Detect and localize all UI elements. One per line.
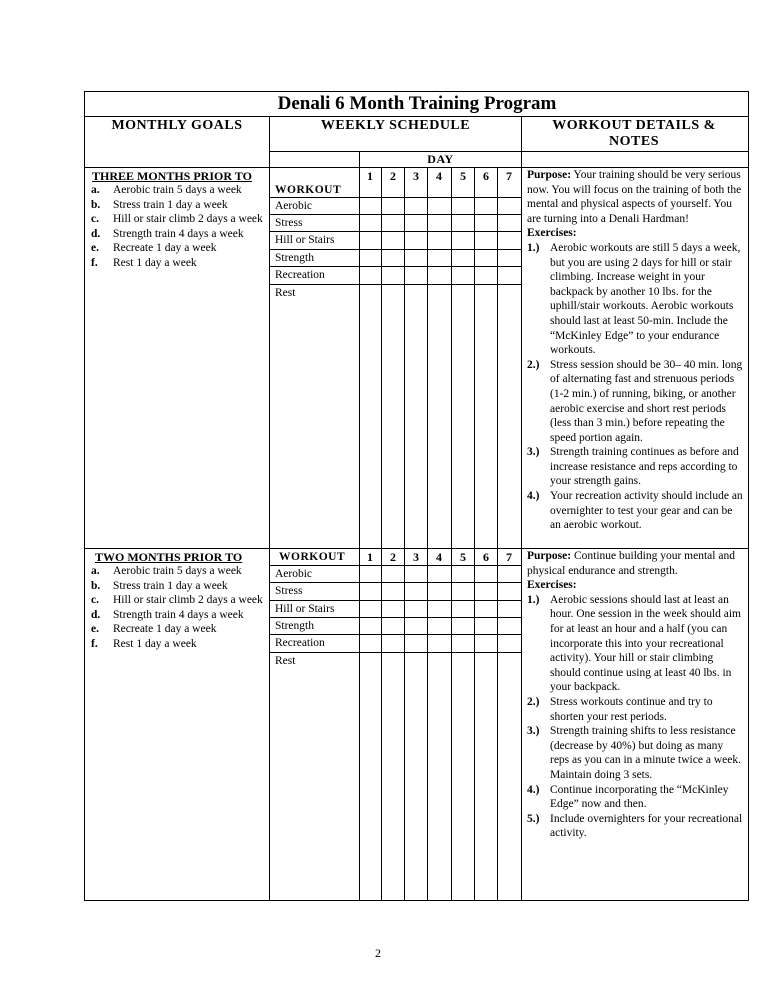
workout-type: Rest [275,287,296,299]
day-number: 1 [367,550,373,564]
section2-notes [527,549,743,841]
goal-item: e. Recreate 1 day a week [91,242,217,255]
day-number: 6 [483,169,489,183]
exercise-item: 4.) Continue incorporating the “McKinley Edge” now and then. [527,783,729,811]
day-number: 1 [367,169,373,183]
workout-type: Strength [275,252,314,264]
day-number: 5 [460,550,466,564]
exercise-item: 1.) Aerobic sessions should last at least an hour. One session in the week should aim for at least an hour and a half (you can incorporate this into your recreational activity). Your hill or stair climbing should continue using at least 40 lbs. in your backpack. [527,593,742,694]
exercise-item: 2.) Stress workouts continue and try to shorten your rest periods. [527,695,713,723]
goal-item: d. Strength train 4 days a week [91,608,244,621]
day-number: 7 [506,169,512,183]
day-number: 2 [390,550,396,564]
purpose-paragraph: Purpose: Your training should be very serious now. You will focus on the training of both the mental and physical aspects of yourself. You are turning into a Denali Hardman! [527,169,742,225]
exercise-item: 3.) Strength training continues as before and increase resistance and reps according to your strength gains. [527,446,739,488]
day-number: 4 [436,550,442,564]
workout-type: Stress [275,585,303,597]
exercise-item: 3.) Strength training shifts to less resistance (decrease by 40%) but doing as many reps as you can in a minute twice a week. Maintain doing 3 sets. [527,725,741,781]
goal-item: c. Hill or stair climb 2 days a week [91,213,263,226]
day-number: 3 [413,550,419,564]
header-weekly-schedule: WEEKLY SCHEDULE [320,118,471,133]
day-number: 2 [390,169,396,183]
workout-column-label: WORKOUT [279,551,346,563]
page-number: 2 [375,946,381,960]
goal-item: a. Aerobic train 5 days a week [91,565,242,577]
day-number: 4 [436,169,442,183]
day-number: 7 [506,550,512,564]
goal-item: f. Rest 1 day a week [91,637,197,650]
section1-notes [527,168,743,533]
goal-item: b. Stress train 1 day a week [91,198,228,211]
workout-type: Recreation [275,269,325,281]
header-workout-details: WORKOUT DETAILS & NOTES [552,118,716,149]
goal-item: c. Hill or stair climb 2 days a week [91,594,263,607]
workout-type: Recreation [275,637,325,649]
exercises-label: Exercises: [527,227,577,240]
day-number: 6 [483,550,489,564]
purpose-paragraph: Purpose: Continue building your mental and physical endurance and strength. [527,550,735,577]
document-title: Denali 6 Month Training Program [277,93,557,114]
goal-item: a. Aerobic train 5 days a week [91,184,242,196]
section1-goals-list [91,183,267,271]
exercise-item: 5.) Include overnighters for your recreational activity. [527,812,743,840]
header-day: DAY [427,152,454,166]
workout-column-label: WORKOUT [275,184,342,196]
goal-item: d. Strength train 4 days a week [91,227,244,240]
exercise-item: 2.) Stress session should be 30– 40 min. long of alternating fast and strenuous periods (1-2 min.) of running, biking, or another aerobic exercise and short rest periods (less than 3 min.) before repeating the speed portion again. [527,358,743,444]
goal-item: f. Rest 1 day a week [91,256,197,269]
section1-goal-title: THREE MONTHS PRIOR TO [92,169,252,183]
goal-item: b. Stress train 1 day a week [91,579,228,592]
workout-type: Aerobic [275,200,313,212]
header-monthly-goals: MONTHLY GOALS [111,118,243,133]
workout-type: Rest [275,655,296,667]
workout-type: Hill or Stairs [275,234,335,246]
exercise-item: 1.) Aerobic workouts are still 5 days a week, but you are using 2 days for hill or stair climbing. Increase weight in your backpack by another 10 lbs. for the uphill/stair workouts. Aerobic workouts should last at least 50-min. Include the “McKinley Edge” to your endurance workouts. [527,241,741,357]
day-number: 5 [460,169,466,183]
workout-type: Aerobic [275,568,313,580]
workout-type: Stress [275,217,303,229]
exercise-item: 4.) Your recreation activity should include an overnighter to test your gear and can be an aerobic workout. [527,490,743,532]
workout-type: Strength [275,620,314,632]
goal-item: e. Recreate 1 day a week [91,623,217,636]
section2-goals-list [91,564,267,652]
exercises-label: Exercises: [527,579,577,592]
workout-type: Hill or Stairs [275,603,335,615]
section2-goal-title: TWO MONTHS PRIOR TO [95,550,243,564]
day-number: 3 [413,169,419,183]
